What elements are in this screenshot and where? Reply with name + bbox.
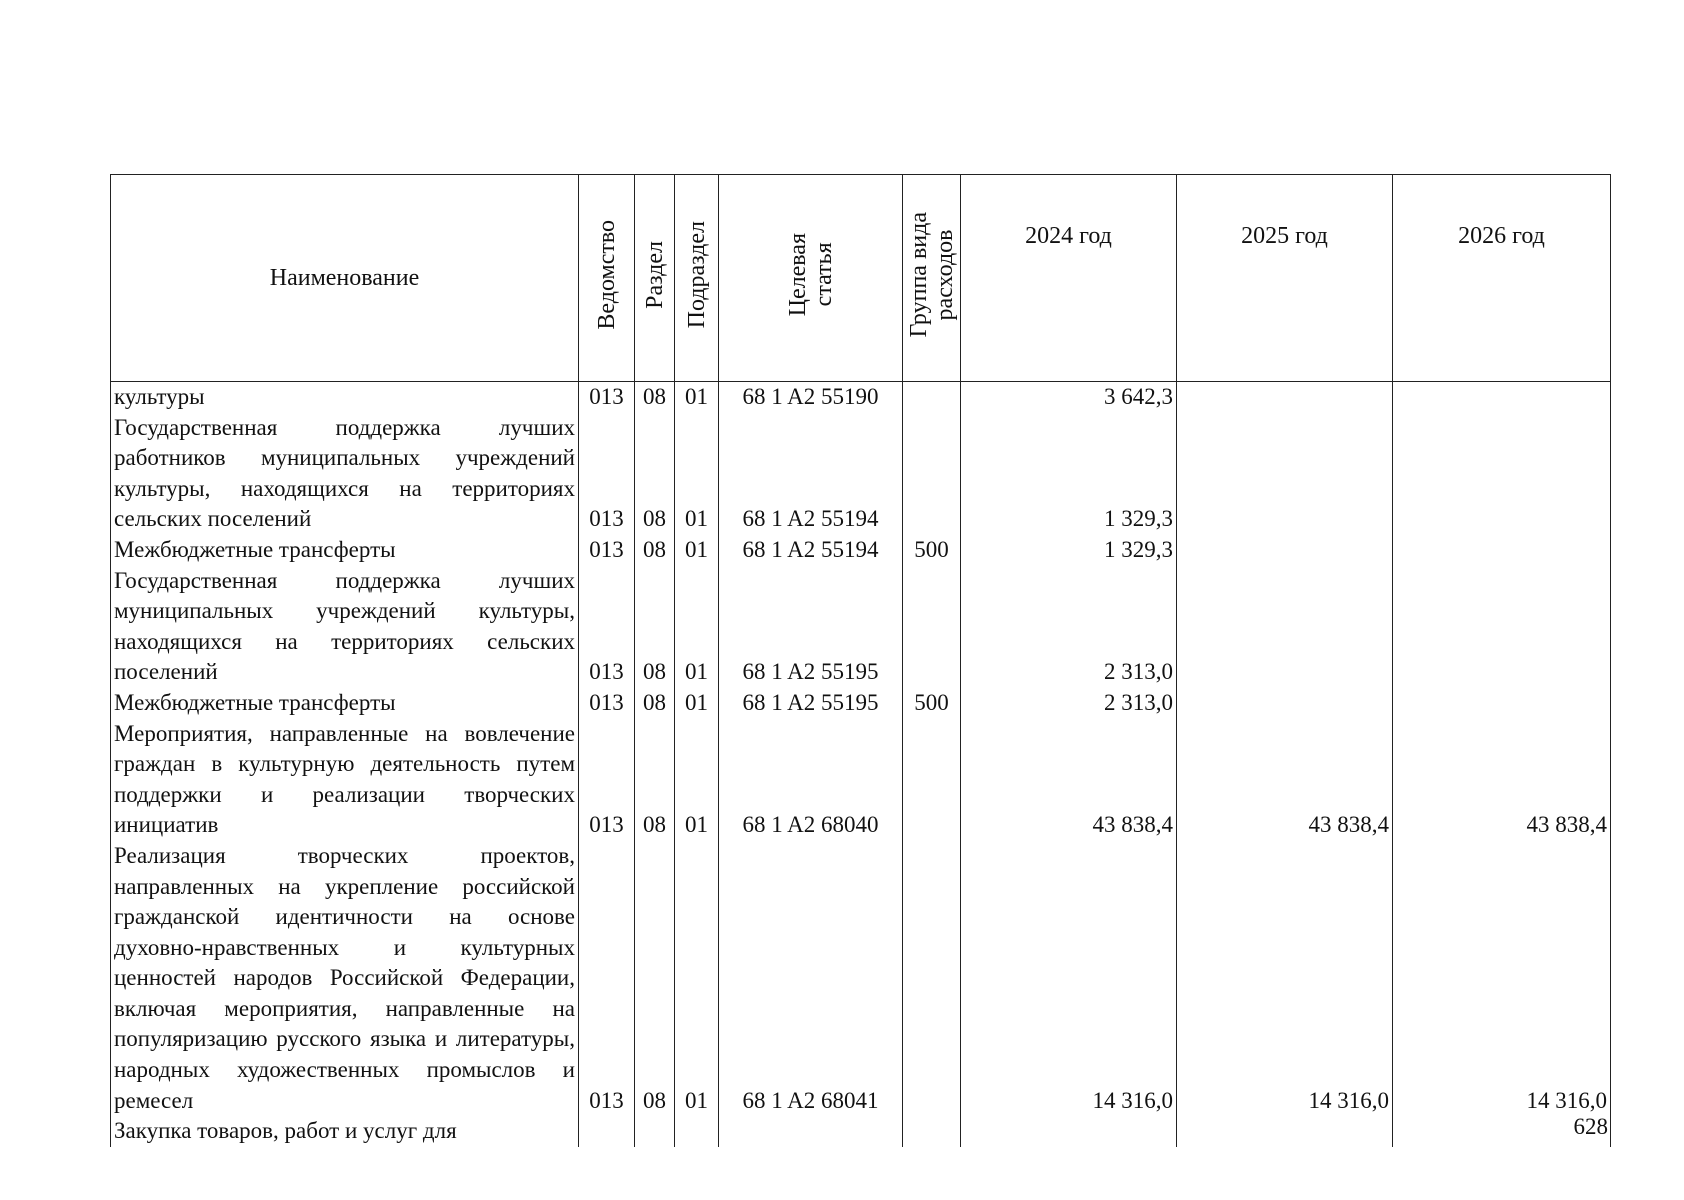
header-subsection: Подраздел xyxy=(675,175,719,382)
row-2024: 43 838,4 xyxy=(961,719,1177,841)
header-dept: Ведомство xyxy=(579,175,635,382)
row-target: 68 1 A2 68040 xyxy=(719,719,903,841)
header-section: Раздел xyxy=(635,175,675,382)
header-2026: 2026 год xyxy=(1393,175,1611,382)
row-2024 xyxy=(961,1116,1177,1147)
budget-table xyxy=(110,174,1611,1147)
row-dept: 013 xyxy=(579,841,635,1116)
row-2026 xyxy=(1393,688,1611,719)
row-2025: 14 316,0 xyxy=(1177,841,1393,1116)
row-dept: 013 xyxy=(579,566,635,688)
row-section xyxy=(635,1116,675,1147)
row-section: 08 xyxy=(635,535,675,566)
row-dept: 013 xyxy=(579,719,635,841)
row-2024: 2 313,0 xyxy=(961,566,1177,688)
row-group xyxy=(903,566,961,688)
header-group: Группа вида расходов xyxy=(903,175,961,382)
row-group xyxy=(903,719,961,841)
row-2025: 43 838,4 xyxy=(1177,719,1393,841)
row-2026 xyxy=(1393,566,1611,688)
row-target xyxy=(719,1116,903,1147)
table-row xyxy=(111,841,1611,1116)
row-2026 xyxy=(1393,535,1611,566)
row-section: 08 xyxy=(635,382,675,413)
row-name: Межбюджетные трансферты xyxy=(111,688,579,719)
row-subsection: 01 xyxy=(675,413,719,535)
row-target: 68 1 A2 55195 xyxy=(719,566,903,688)
row-section: 08 xyxy=(635,566,675,688)
row-subsection: 01 xyxy=(675,535,719,566)
row-target: 68 1 A2 55194 xyxy=(719,535,903,566)
row-2025 xyxy=(1177,382,1393,413)
row-target: 68 1 A2 55190 xyxy=(719,382,903,413)
table-row xyxy=(111,413,1611,535)
row-dept xyxy=(579,1116,635,1147)
row-2025 xyxy=(1177,566,1393,688)
header-target: Целевая статья xyxy=(719,175,903,382)
row-name: культуры xyxy=(111,382,579,413)
row-dept: 013 xyxy=(579,413,635,535)
row-2025 xyxy=(1177,1116,1393,1147)
row-group: 500 xyxy=(903,688,961,719)
table-row xyxy=(111,719,1611,841)
row-name: Государственная поддержка лучших работников муниципальных учреждений культуры, находящихся на территориях сельских поселений xyxy=(111,413,579,535)
row-group xyxy=(903,1116,961,1147)
row-2024: 14 316,0 xyxy=(961,841,1177,1116)
table-row xyxy=(111,566,1611,688)
header-2024: 2024 год xyxy=(961,175,1177,382)
row-subsection: 01 xyxy=(675,688,719,719)
row-subsection: 01 xyxy=(675,719,719,841)
row-target: 68 1 A2 68041 xyxy=(719,841,903,1116)
row-subsection: 01 xyxy=(675,841,719,1116)
row-2025 xyxy=(1177,688,1393,719)
row-subsection: 01 xyxy=(675,566,719,688)
header-2025: 2025 год xyxy=(1177,175,1393,382)
row-section: 08 xyxy=(635,688,675,719)
table-row xyxy=(111,382,1611,413)
table-row xyxy=(111,688,1611,719)
row-group xyxy=(903,413,961,535)
row-2026: 43 838,4 xyxy=(1393,719,1611,841)
row-subsection: 01 xyxy=(675,382,719,413)
row-dept: 013 xyxy=(579,382,635,413)
row-section: 08 xyxy=(635,413,675,535)
row-name: Мероприятия, направленные на вовлечение граждан в культурную деятельность путем поддержки и реализации творческих инициатив xyxy=(111,719,579,841)
row-2024: 2 313,0 xyxy=(961,688,1177,719)
row-2026: 14 316,0 xyxy=(1393,841,1611,1116)
row-dept: 013 xyxy=(579,535,635,566)
row-2024: 3 642,3 xyxy=(961,382,1177,413)
row-2026 xyxy=(1393,382,1611,413)
row-section: 08 xyxy=(635,719,675,841)
row-name: Межбюджетные трансферты xyxy=(111,535,579,566)
row-group: 500 xyxy=(903,535,961,566)
row-2024: 1 329,3 xyxy=(961,413,1177,535)
row-name: Закупка товаров, работ и услуг для xyxy=(111,1116,579,1147)
row-2024: 1 329,3 xyxy=(961,535,1177,566)
row-target: 68 1 A2 55195 xyxy=(719,688,903,719)
row-2025 xyxy=(1177,535,1393,566)
row-2026 xyxy=(1393,413,1611,535)
row-section: 08 xyxy=(635,841,675,1116)
table-header-row xyxy=(111,175,1611,382)
row-name: Государственная поддержка лучших муниципальных учреждений культуры, находящихся на территориях сельских поселений xyxy=(111,566,579,688)
table-row xyxy=(111,1116,1611,1147)
row-dept: 013 xyxy=(579,688,635,719)
row-target: 68 1 A2 55194 xyxy=(719,413,903,535)
table-row xyxy=(111,535,1611,566)
row-group xyxy=(903,841,961,1116)
row-subsection xyxy=(675,1116,719,1147)
header-name: Наименование xyxy=(111,175,579,382)
row-group xyxy=(903,382,961,413)
page-number: 628 xyxy=(1573,1114,1608,1139)
row-name: Реализация творческих проектов, направленных на укрепление российской гражданской идентичности на основе духовно-нравственных и культурных ценностей народов Российской Федерации, включая мероприятия, направленные на популяризацию русского языка и литературы, народных художественных промыслов и ремесел xyxy=(111,841,579,1116)
row-2025 xyxy=(1177,413,1393,535)
